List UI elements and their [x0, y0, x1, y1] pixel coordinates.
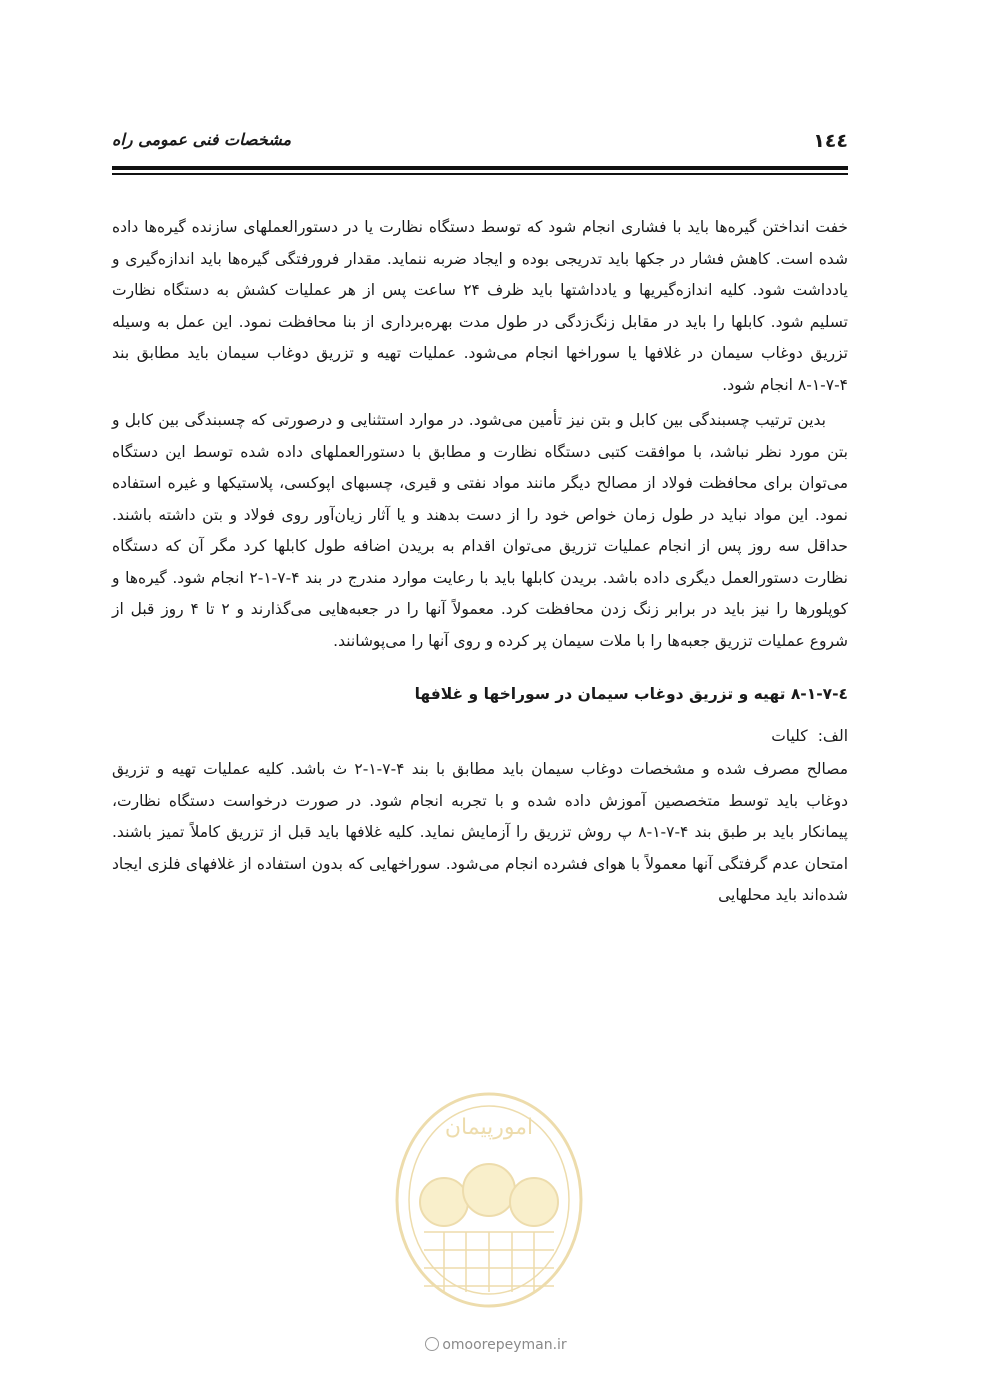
paragraph: بدین ترتیب چسبندگی بین کابل و بتن نیز تأمین می‌شود. در موارد استثنایی و درصورتی که چسبندگی بین کابل و بتن مورد نظر نباشد، با موافقت کتبی دستگاه نظارت و مطابق با دستورالعملهای داده شده توسط این دستگاه می‌توان برای محافظت فولاد از مصالح دیگر مانند مواد نفتی و قیری، چسبهای اپوکسی، پلاستیکها و غیره استفاده نمود. این مواد نباید در طول زمان خواص خود را از دست بدهند و یا آثار زیان‌آور روی فولاد و بتن داشته باشند. حداقل سه روز پس از انجام عملیات تزریق می‌توان اقدام به بریدن اضافه طول کابلها کرد مگر آن که دستگاه نظارت دستورالعمل دیگری داده باشد. بریدن کابلها باید با رعایت موارد مندرج در بند ۴-۷-۱-۲ انجام شود. گیره‌ها و کوپلورها را نیز باید در برابر زنگ زدن محافظت کرد. معمولاً آنها را در جعبه‌هایی می‌گذارند و ۲ تا ۴ روز قبل از شروع عملیات تزریق جعبه‌ها را با ملات سیمان پر کرده و روی آنها را می‌پوشانند. [112, 411, 848, 650]
watermark-text: امورپیمان [444, 1115, 534, 1140]
gear-icon [463, 1164, 515, 1216]
subsection-label [112, 721, 848, 753]
subsection-title: کلیات [771, 726, 808, 745]
section-heading: ٤-٧-١-٨ تهیه و تزریق دوغاب سیمان در سوراخها و غلافها [414, 685, 848, 703]
grid-icon [424, 1232, 554, 1292]
gear-icon [420, 1178, 468, 1226]
paragraph: مصالح مصرف شده و مشخصات دوغاب سیمان باید مطابق با بند ۴-۷-۱-۲ ث باشد. کلیه عملیات تهیه و تزریق دوغاب باید توسط متخصصین آموزش داده شده و با تجربه انجام شود. در صورت درخواست دستگاه نظارت، پیمانکار باید بر طبق بند ۴-۷-۱-۸ پ روش تزریق را آزمایش نماید. کلیه غلافها باید قبل از تزریق کاملاً تمیز باشند. امتحان عدم گرفتگی آنها معمولاً با هوای فشرده انجام می‌شود. سوراخهایی که بدون استفاده از غلافهای فلزی ایجاد شده‌اند باید محلهایی [112, 760, 848, 904]
header-rule-thick [112, 166, 848, 170]
page-footer [0, 1337, 992, 1353]
globe-icon [425, 1337, 439, 1351]
page-number: ۱٤٤ [813, 130, 848, 152]
gear-icon [510, 1178, 558, 1226]
header-rule-thin [112, 173, 848, 175]
page-body [112, 212, 848, 912]
footer-website: omoorepeyman.ir [442, 1337, 567, 1353]
paragraph: خفت انداختن گیره‌ها باید با فشاری انجام شود که توسط دستگاه نظارت یا در دستورالعملهای سازنده گیره‌ها داده شده است. کاهش فشار در جکها باید تدریجی بوده و ایجاد ضربه ننماید. مقدار فرورفتگی گیره‌ها باید اندازه‌گیری و یادداشت شود. کلیه اندازه‌گیریها و یادداشتها باید ظرف ۲۴ ساعت پس از هر عملیات کشش به دستگاه نظارت تسلیم شود. کابلها را باید در مقابل زنگ‌زدگی در طول مدت بهره‌برداری از بنا محافظت نمود. این عمل به وسیله تزریق دوغاب سیمان در غلافها یا سوراخها انجام می‌شود. عملیات تهیه و تزریق دوغاب سیمان باید مطابق بند ۴-۷-۱-۸ انجام شود. [112, 218, 848, 394]
page-header [112, 126, 848, 160]
subsection-letter: الف: [817, 726, 848, 745]
running-title: مشخصات فنی عمومی راه [112, 130, 292, 149]
watermark-logo [384, 1082, 594, 1312]
